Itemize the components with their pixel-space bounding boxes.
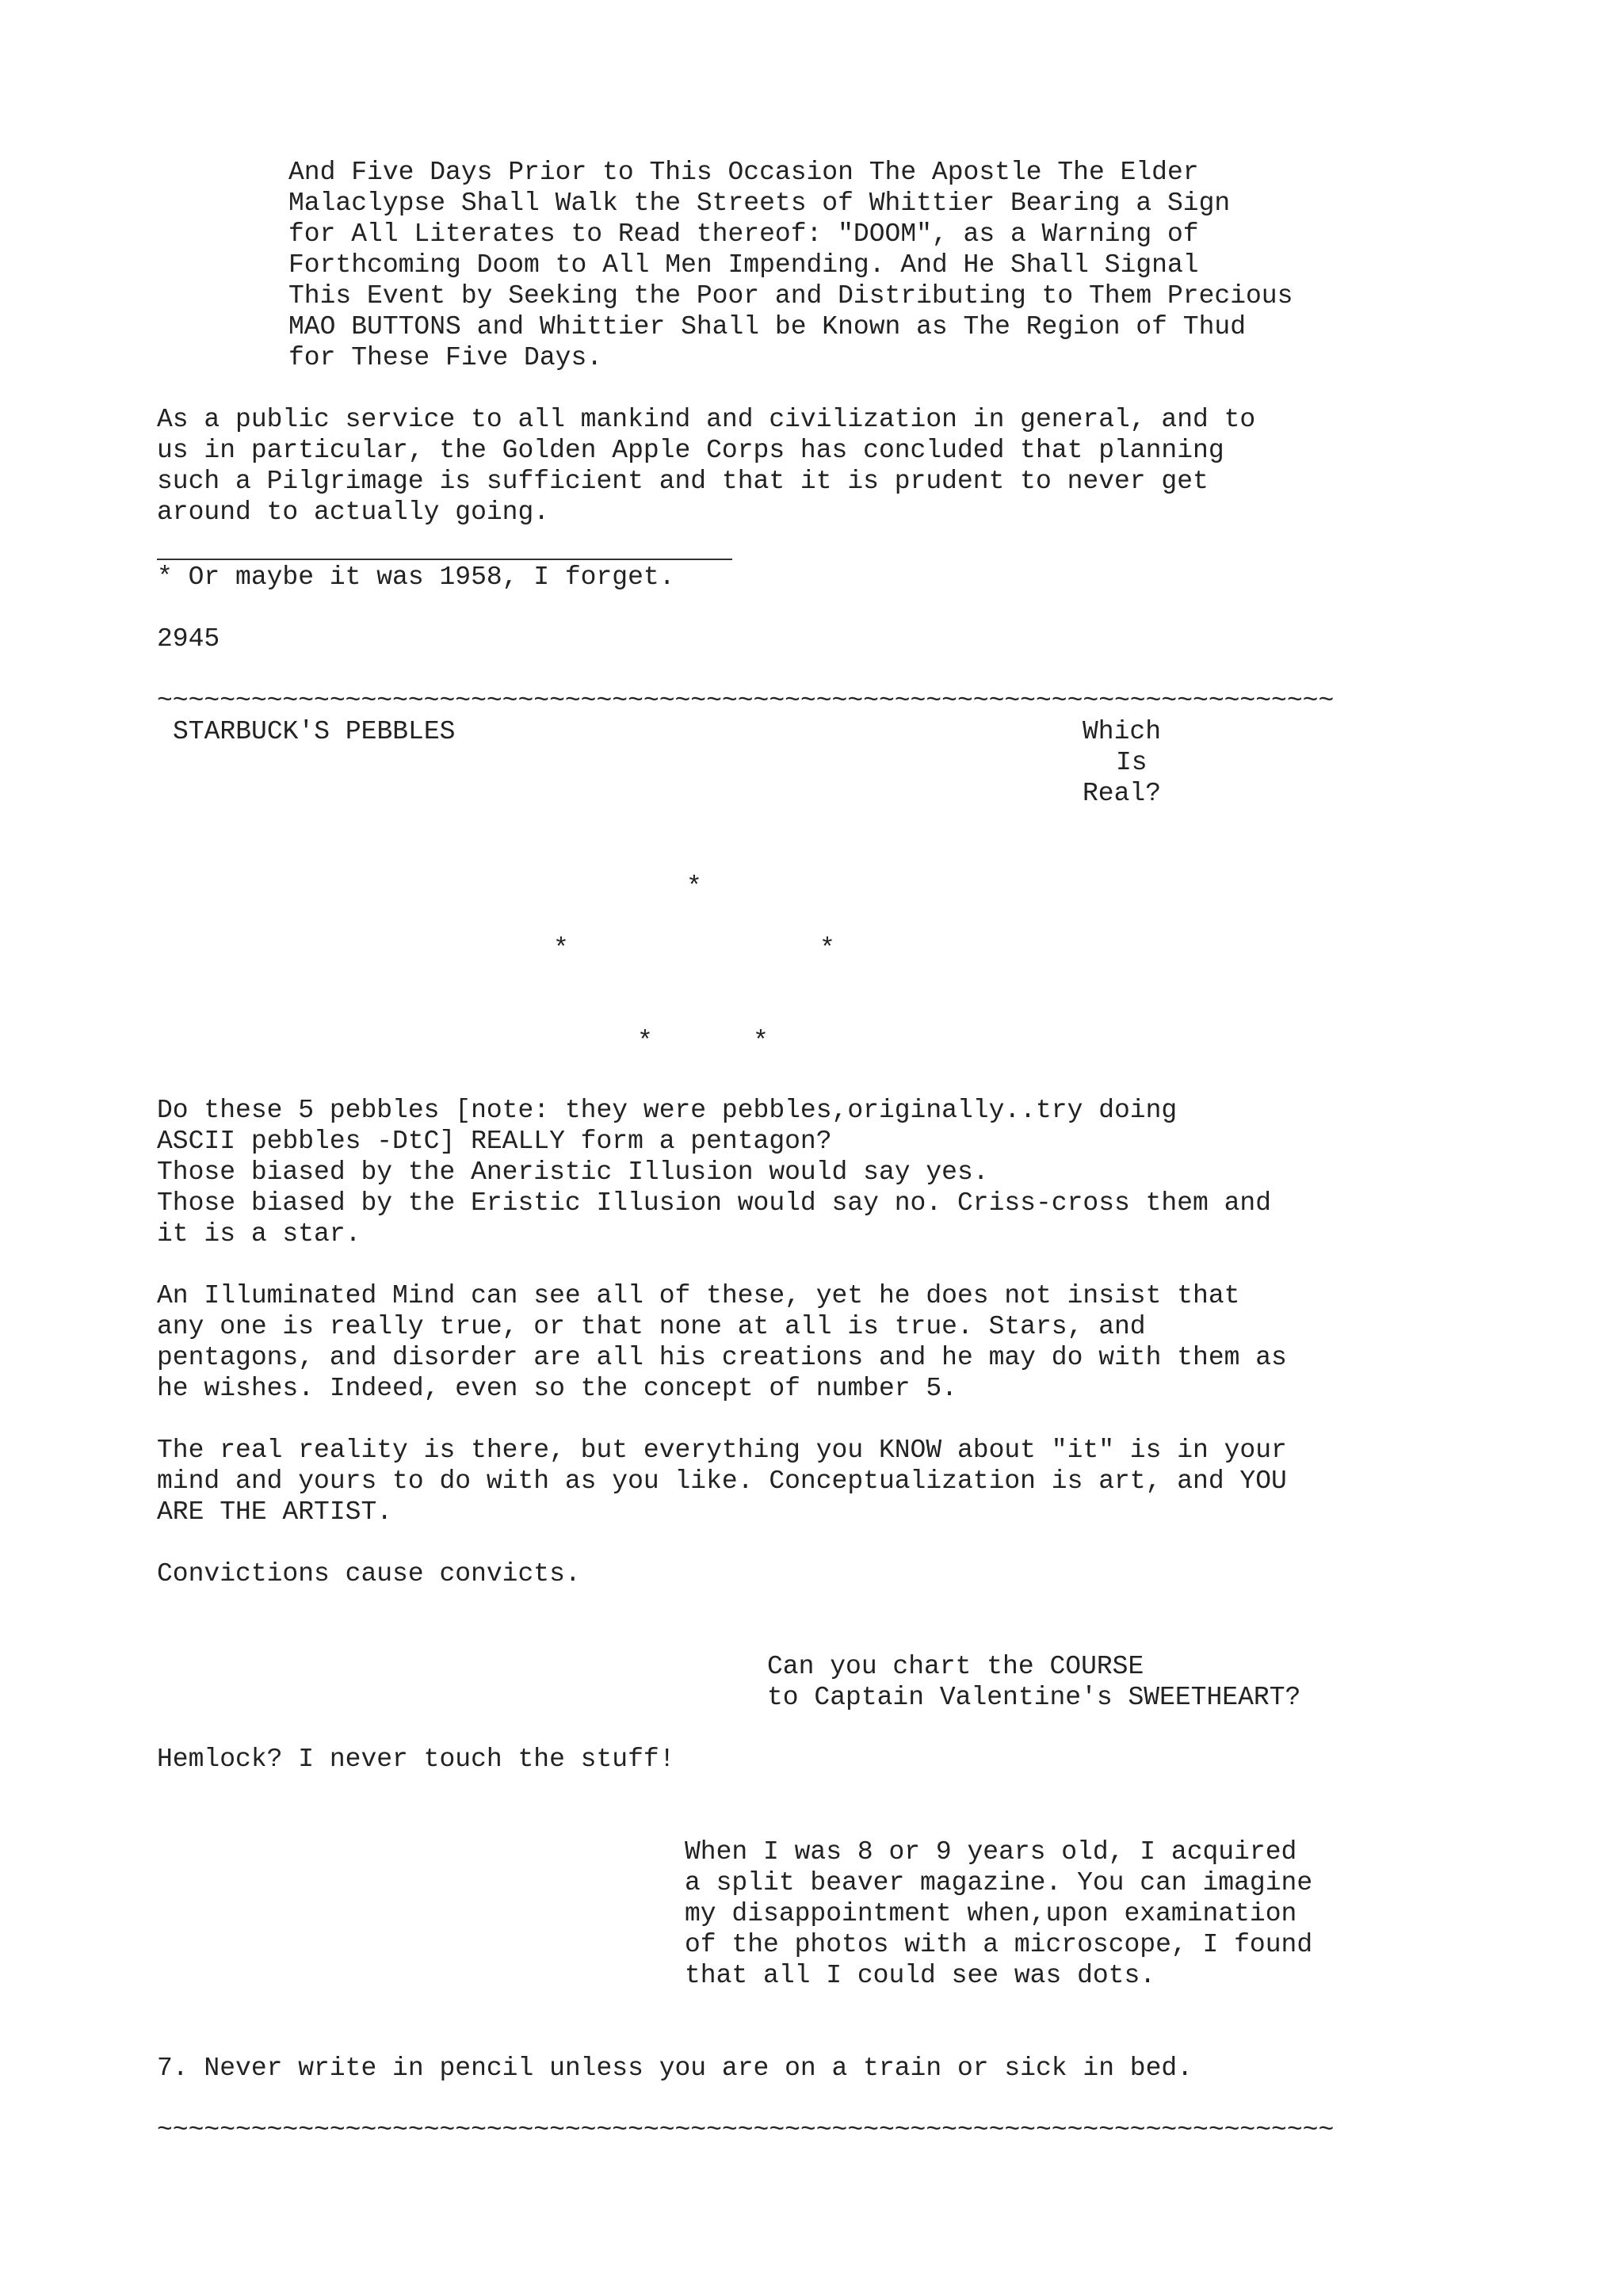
- prophecy-line: This Event by Seeking the Poor and Distributing to Them Precious: [288, 281, 1293, 311]
- rule-seven: 7. Never write in pencil unless you are on a train or sick in bed.: [157, 2054, 1193, 2083]
- pentagon-question-line: Those biased by the Aneristic Illusion would say yes.: [157, 1158, 989, 1187]
- real-reality-line: ARE THE ARTIST.: [157, 1497, 393, 1527]
- beaver-line: my disappointment when,upon examination: [685, 1899, 1297, 1928]
- real-reality-line: mind and yours to do with as you like. Conceptualization is art, and YOU: [157, 1466, 1287, 1496]
- page-number: 2945: [157, 624, 220, 654]
- prophecy-line: for These Five Days.: [288, 343, 603, 372]
- pebbles-question-real: Real?: [1083, 779, 1162, 808]
- pentagon-question-line: Those biased by the Eristic Illusion would say no. Criss-cross them and: [157, 1188, 1272, 1218]
- beaver-line: a split beaver magazine. You can imagine: [685, 1868, 1313, 1897]
- pebbles-question-which: Which: [1083, 717, 1162, 746]
- prophecy-line: Forthcoming Doom to All Men Impending. And He Shall Signal: [288, 250, 1199, 280]
- pentagon-question-line: Do these 5 pebbles [note: they were pebbles,originally..try doing: [157, 1096, 1178, 1125]
- illuminated-mind-line: he wishes. Indeed, even so the concept of number 5.: [157, 1374, 957, 1403]
- beaver-line: of the photos with a microscope, I found: [685, 1930, 1313, 1959]
- tilde-divider-bottom: ~~~~~~~~~~~~~~~~~~~~~~~~~~~~~~~~~~~~~~~~~~~~~~~~~~~~~~~~~~~~~~~~~~~~~~~~~~~: [157, 2115, 1335, 2145]
- course-line: Can you chart the COURSE: [767, 1652, 1144, 1681]
- pebble-star-right: *: [819, 934, 835, 963]
- public-service-line: us in particular, the Golden Apple Corps has concluded that planning: [157, 436, 1224, 465]
- footnote: * Or maybe it was 1958, I forget.: [157, 563, 675, 592]
- prophecy-line: MAO BUTTONS and Whittier Shall be Known as The Region of Thud: [288, 312, 1246, 341]
- prophecy-line: for All Literates to Read thereof: "DOOM", as a Warning of: [288, 219, 1199, 249]
- footnote-rule: [157, 559, 732, 560]
- pentagon-question-line: ASCII pebbles -DtC] REALLY form a pentagon?: [157, 1127, 832, 1156]
- public-service-line: As a public service to all mankind and civilization in general, and to: [157, 405, 1256, 434]
- prophecy-line: And Five Days Prior to This Occasion The Apostle The Elder: [288, 158, 1199, 187]
- tilde-divider: ~~~~~~~~~~~~~~~~~~~~~~~~~~~~~~~~~~~~~~~~~~~~~~~~~~~~~~~~~~~~~~~~~~~~~~~~~~~: [157, 686, 1335, 715]
- pebbles-title: STARBUCK'S PEBBLES: [173, 717, 456, 746]
- pentagon-question-line: it is a star.: [157, 1219, 361, 1249]
- pebble-star-top: *: [686, 872, 702, 902]
- public-service-line: such a Pilgrimage is sufficient and that it is prudent to never get: [157, 467, 1209, 496]
- course-line: to Captain Valentine's SWEETHEART?: [767, 1683, 1301, 1712]
- beaver-line: When I was 8 or 9 years old, I acquired: [685, 1837, 1297, 1867]
- pebbles-question-is: Is: [1116, 748, 1148, 777]
- pebble-star-left: *: [553, 934, 569, 963]
- illuminated-mind-line: pentagons, and disorder are all his creations and he may do with them as: [157, 1343, 1287, 1372]
- pebble-star-bottom-left: *: [637, 1027, 653, 1056]
- real-reality-line: The real reality is there, but everything you KNOW about "it" is in your: [157, 1436, 1287, 1465]
- illuminated-mind-line: any one is really true, or that none at all is true. Stars, and: [157, 1312, 1146, 1341]
- convictions: Convictions cause convicts.: [157, 1559, 581, 1589]
- pebble-star-bottom-right: *: [753, 1027, 769, 1056]
- hemlock: Hemlock? I never touch the stuff!: [157, 1745, 675, 1774]
- illuminated-mind-line: An Illuminated Mind can see all of these, yet he does not insist that: [157, 1281, 1240, 1310]
- public-service-line: around to actually going.: [157, 498, 550, 527]
- prophecy-line: Malaclypse Shall Walk the Streets of Whittier Bearing a Sign: [288, 189, 1231, 218]
- beaver-line: that all I could see was dots.: [685, 1961, 1156, 1990]
